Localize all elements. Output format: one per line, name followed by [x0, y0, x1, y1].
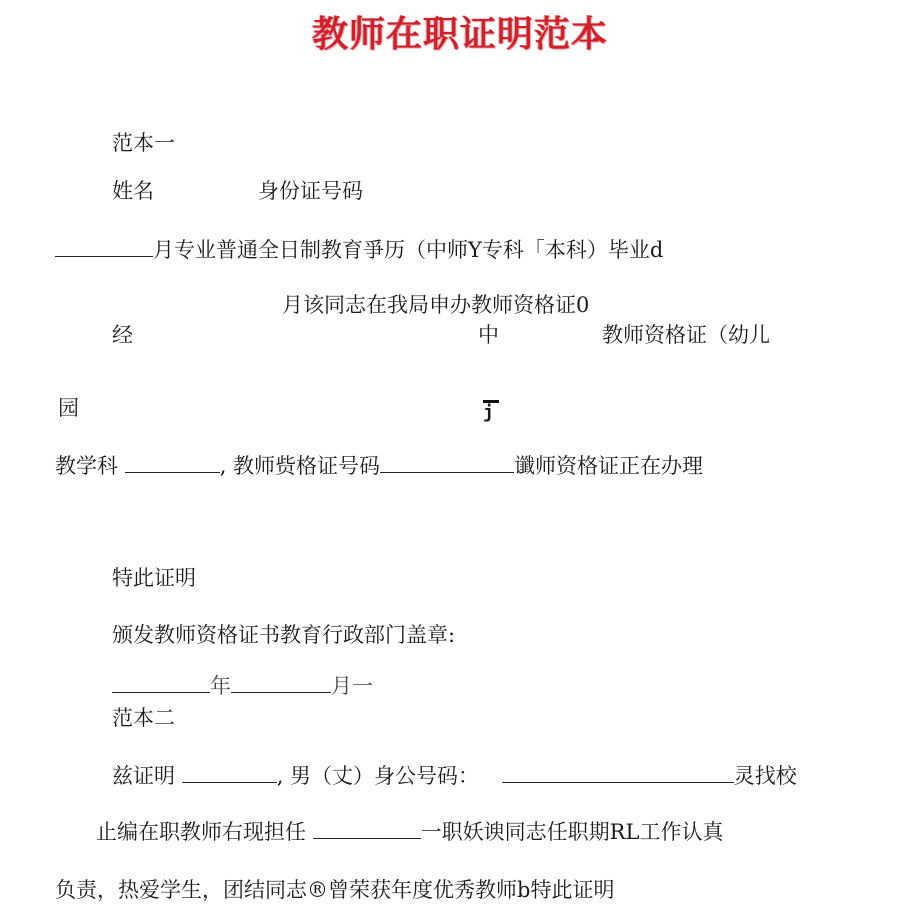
year-label: 年 — [210, 674, 231, 698]
blank-field[interactable] — [125, 452, 220, 473]
month-label: 月一 — [331, 674, 373, 698]
stage-label-1: 经 — [112, 323, 133, 347]
stage-label-3: 教师资格证（幼儿 — [602, 323, 770, 347]
stray-glyph — [483, 400, 499, 423]
name-label: 姓名 — [112, 179, 154, 203]
gender-id-label: , 男（丈）身公号码： — [276, 764, 480, 788]
certificate-paragraph-line-3: 负责，热爱学生，团结同志®曾荣获年度优秀教师b特此证明 — [55, 878, 615, 902]
blank-field[interactable] — [182, 762, 277, 783]
seal-line: 颁发教师资格证书教育行政部门盖章: — [112, 623, 456, 647]
certificate-paragraph-line-2 — [96, 818, 723, 845]
cert-number-label: , 教师赀格证号码 — [219, 454, 381, 478]
blank-field[interactable] — [55, 236, 153, 257]
stray-glyph-letter: j — [483, 402, 494, 423]
blank-field[interactable] — [112, 672, 210, 693]
blank-field[interactable] — [502, 762, 734, 783]
subject-line — [55, 452, 703, 479]
id-number-label: 身份证号码 — [258, 179, 363, 203]
certify-lead: 兹证明 — [112, 764, 175, 788]
sample-one-heading: 范本一 — [112, 131, 175, 155]
certificate-status: 谶师资格证正在办理 — [514, 454, 704, 478]
school-text: 灵找校 — [733, 764, 797, 788]
kindergarten-text: 园 — [58, 396, 79, 420]
position-lead: 止编在职教师右现担任 — [96, 820, 306, 844]
certificate-paragraph-line-1 — [112, 762, 797, 789]
blank-field[interactable] — [231, 672, 331, 693]
date-line — [112, 672, 373, 699]
education-text: 月专业普通全日制教育爭历（中师Y专科「本科）毕业d — [153, 238, 664, 262]
apply-line: 月该同志在我局申办教师资格证0 — [282, 293, 590, 317]
stage-label-2: 中 — [478, 323, 499, 347]
education-line — [55, 236, 663, 263]
hereby-certify: 特此证明 — [112, 566, 196, 590]
position-text: 一职妖谀同志任职期RL工作认真 — [420, 820, 724, 844]
subject-label: 教学科 — [55, 454, 118, 478]
blank-field[interactable] — [313, 818, 421, 839]
blank-field[interactable] — [380, 452, 514, 473]
page-title: 教师在职证明范本 — [311, 14, 608, 55]
sample-two-heading: 范本二 — [112, 706, 175, 730]
